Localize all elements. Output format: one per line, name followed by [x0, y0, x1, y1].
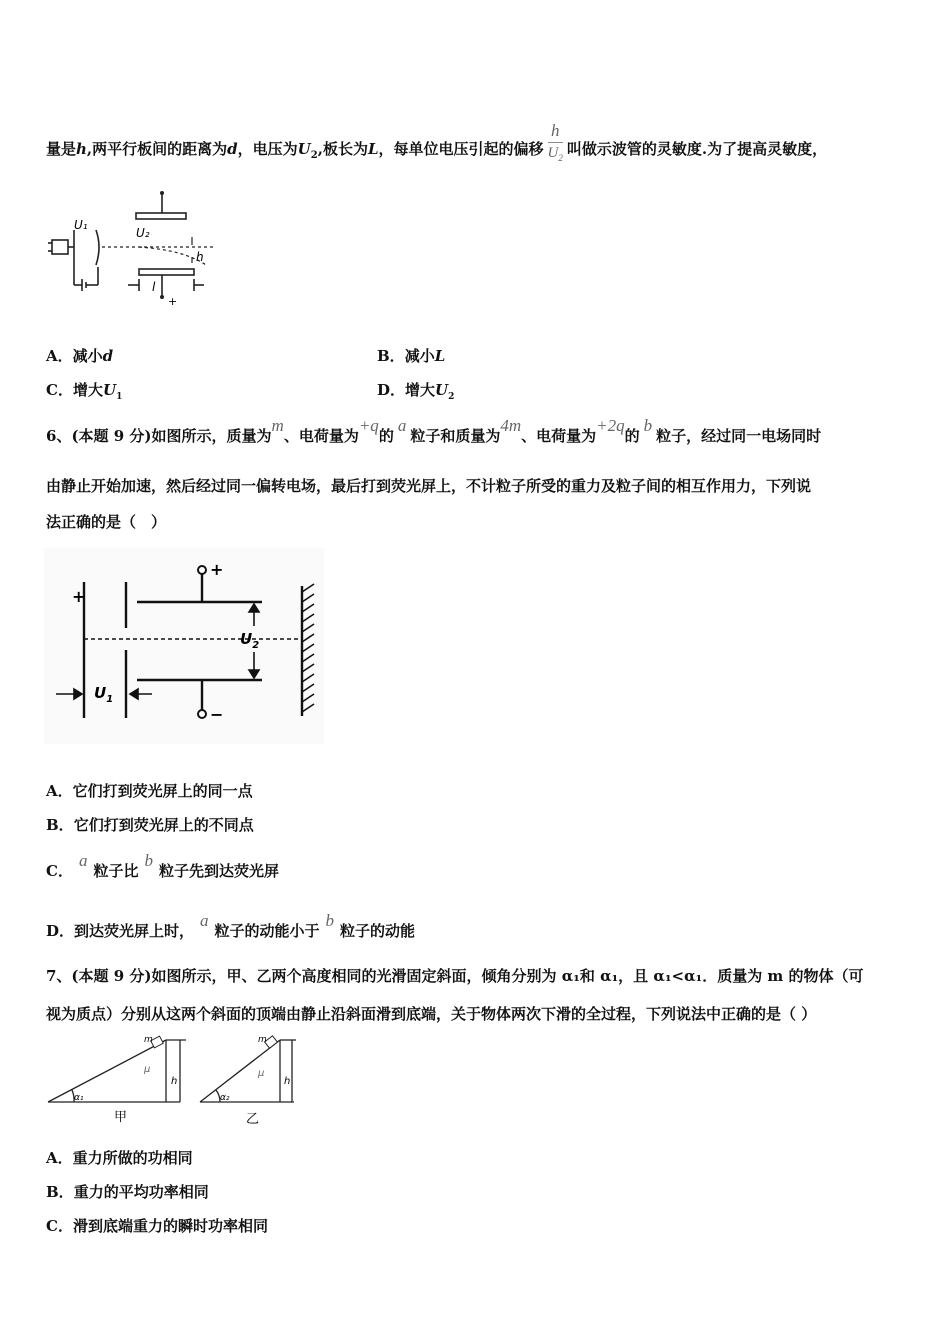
q5-option-a[interactable]: A．减小d [46, 347, 114, 365]
q5-var-h: h [76, 140, 87, 158]
q5-fig-l: l [152, 280, 156, 294]
q7-line1: 7、(本题 9 分)如图所示，甲、乙两个高度相同的光滑固定斜面，倾角分别为 α₁和 α₁，且 α₁<α₁．质量为 m 的物体（可 [46, 967, 864, 985]
q5-fig-plus: + [168, 295, 178, 308]
q7-fig-h1: h [171, 1076, 178, 1087]
q5-oscilloscope-figure [44, 185, 224, 310]
q7-fig-m2: m [258, 1035, 267, 1045]
q6-fig-plus-top: + [210, 560, 224, 579]
q7-option-a[interactable]: A．重力所做的功相同 [46, 1149, 193, 1167]
q6-option-a[interactable]: A．它们打到荧光屏上的同一点 [46, 782, 253, 800]
q6-fig-minus-bottom: − [210, 705, 224, 724]
q6-option-b[interactable]: B．它们打到荧光屏上的不同点 [46, 816, 254, 834]
q7-line2: 视为质点）分别从这两个斜面的顶端由静止沿斜面滑到底端，关于物体两次下滑的全过程，下列说法中正确的是（ ） [46, 1005, 817, 1023]
q7-fig-jia: 甲 [114, 1110, 128, 1125]
q6-line2: 由静止开始加速，然后经过同一偏转电场，最后打到荧光屏上，不计粒子所受的重力及粒子间的相互作用力，下列说 [46, 477, 812, 495]
q5-option-d[interactable]: D．增大$U_2$ [377, 381, 455, 402]
q5-fig-u1: U₁ [74, 218, 88, 232]
q6-line3: 法正确的是（ ） [46, 513, 167, 531]
q5-option-b[interactable]: B．减小L [377, 347, 446, 365]
q7-fig-m1: m [144, 1035, 153, 1045]
q6-fig-plus-left: + [72, 587, 86, 606]
q5-intro-line: 量是h,两平行板间的距离为d，电压为$U_2$,板长为L，每单位电压引起的偏移 $\frac{h}{U_2}$ 叫做示波管的灵敏度.为了提高灵敏度， [46, 126, 827, 174]
q7-incline-figure [44, 1034, 306, 1129]
q7-fig-mu1: μ [144, 1064, 151, 1075]
q5-fig-h: h [196, 250, 204, 264]
q6-deflection-figure [44, 548, 324, 744]
q5-option-c[interactable]: C．增大$U_1$ [46, 381, 123, 402]
q6-fig-u1: $U_1$ [94, 684, 114, 705]
sensitivity-fraction: $\frac{h}{U_2}$ [547, 121, 563, 163]
q7-option-c[interactable]: C．滑到底端重力的瞬时功率相同 [46, 1217, 268, 1235]
q7-fig-alpha2: α₂ [220, 1093, 230, 1103]
q7-fig-h2: h [284, 1076, 291, 1087]
q5-fig-u2: U₂ [136, 226, 150, 240]
q7-option-b[interactable]: B．重力的平均功率相同 [46, 1183, 209, 1201]
q7-fig-mu2: μ [258, 1068, 265, 1079]
q6-line1: 6、(本题 9 分)如图所示，质量为m、电荷量为+q的a粒子和质量为4m、电荷量为+2q的b粒子，经过同一电场同时 [46, 416, 822, 445]
q6-option-d[interactable]: D．到达荧光屏上时，a粒子的动能小于b粒子的动能 [46, 911, 416, 940]
q7-fig-alpha1: α₁ [74, 1093, 84, 1103]
q6-option-c[interactable]: C．a粒子比b粒子先到达荧光屏 [46, 851, 279, 880]
q6-fig-u2: $U_2$ [240, 630, 260, 651]
q7-fig-yi: 乙 [246, 1112, 260, 1127]
